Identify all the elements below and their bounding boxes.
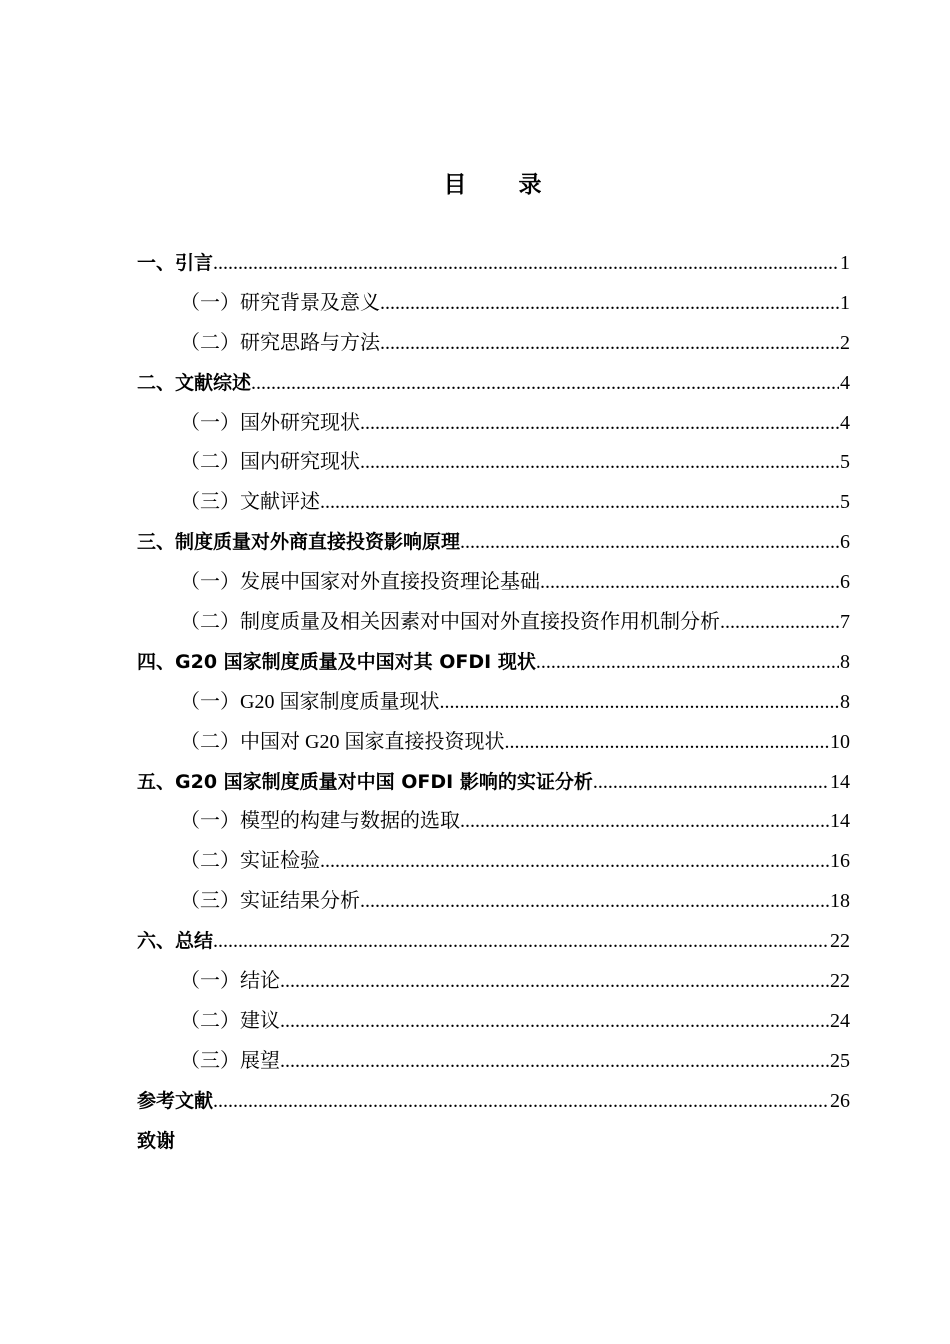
toc-dot-leader <box>593 763 829 803</box>
toc-page-number: 26 <box>830 1089 850 1112</box>
toc-entry-section <box>137 962 850 1002</box>
toc-page-number: 2 <box>840 331 850 354</box>
toc-entry-label: （一）模型的构建与数据的选取 <box>180 810 460 833</box>
toc-entry-label: （一）发展中国家对外直接投资理论基础 <box>180 571 540 594</box>
toc-entry-label: （二）建议 <box>180 1009 280 1032</box>
toc-page-number: 8 <box>840 650 850 673</box>
toc-entry-section <box>137 563 850 603</box>
toc-dot-leader <box>504 723 829 763</box>
toc-entry-section <box>137 483 850 523</box>
toc-page-number: 1 <box>840 252 850 274</box>
toc-dot-leader <box>439 683 839 723</box>
toc-entry-section <box>137 802 850 842</box>
toc-dot-leader <box>213 922 829 962</box>
toc-page-number: 8 <box>840 690 850 713</box>
toc-entry-label: 五、G20 国家制度质量对中国 OFDI 影响的实证分析 <box>137 770 593 793</box>
toc-entry-label: 六、总结 <box>137 930 214 953</box>
toc-list <box>137 244 850 1161</box>
toc-dot-leader <box>280 1002 829 1042</box>
toc-entry-label: 四、G20 国家制度质量及中国对其 OFDI 现状 <box>137 650 536 673</box>
toc-dot-leader <box>540 563 839 603</box>
toc-page-number: 5 <box>840 491 850 514</box>
toc-entry-label: 一、引言 <box>137 252 214 274</box>
toc-page-number: 7 <box>840 611 850 634</box>
toc-entry-label: （三）实证结果分析 <box>180 890 360 913</box>
toc-dot-leader <box>213 1082 829 1122</box>
toc-dot-leader <box>280 962 829 1002</box>
toc-dot-leader <box>251 364 839 404</box>
toc-entry-section <box>137 723 850 763</box>
toc-entry-section <box>137 1002 850 1042</box>
toc-entry-chapter <box>137 244 850 284</box>
toc-dot-leader <box>720 603 839 643</box>
toc-entry-label: （一）国外研究现状 <box>180 411 360 434</box>
toc-entry-label: 三、制度质量对外商直接投资影响原理 <box>137 531 461 554</box>
toc-entry-label: （三）展望 <box>180 1049 280 1072</box>
toc-entry-label: （一）结论 <box>180 970 280 993</box>
toc-entry-section <box>137 882 850 922</box>
toc-entry-label: 致谢 <box>137 1129 176 1152</box>
toc-entry-chapter <box>137 922 850 962</box>
toc-entry-section <box>137 404 850 444</box>
toc-dot-leader <box>320 483 839 523</box>
toc-entry-label: （二）制度质量及相关因素对中国对外直接投资作用机制分析 <box>180 611 720 634</box>
toc-dot-leader <box>360 882 829 922</box>
toc-page-number: 6 <box>840 531 850 554</box>
toc-entry-label: （二）国内研究现状 <box>180 451 360 474</box>
toc-page-number: 24 <box>830 1009 850 1032</box>
toc-page-number: 6 <box>840 571 850 594</box>
toc-dot-leader <box>380 284 839 324</box>
toc-entry-chapter <box>137 763 850 803</box>
toc-page-number: 14 <box>830 770 850 793</box>
toc-entry-label: （二）实证检验 <box>180 850 320 873</box>
toc-title: 目 录 <box>443 172 544 198</box>
toc-dot-leader <box>213 244 839 284</box>
toc-page-number: 14 <box>830 810 850 833</box>
toc-entry-label: （二）中国对 G20 国家直接投资现状 <box>180 730 505 753</box>
toc-entry-label: 二、文献综述 <box>137 371 252 394</box>
toc-page-number: 1 <box>840 291 850 314</box>
toc-dot-leader <box>360 404 839 444</box>
toc-dot-leader <box>360 443 839 483</box>
toc-page-number: 10 <box>830 730 850 753</box>
toc-dot-leader <box>320 842 829 882</box>
toc-entry-section <box>137 443 850 483</box>
toc-dot-leader <box>536 643 839 683</box>
toc-entry-label: （二）研究思路与方法 <box>180 331 380 354</box>
toc-entry-section <box>137 842 850 882</box>
toc-dot-leader <box>380 324 839 364</box>
toc-dot-leader <box>460 802 829 842</box>
toc-page-number: 16 <box>830 850 850 873</box>
toc-entry-chapter <box>137 523 850 563</box>
toc-entry-references <box>137 1082 850 1122</box>
toc-entry-section <box>137 1042 850 1082</box>
toc-page-number: 22 <box>830 970 850 993</box>
toc-entry-label: 参考文献 <box>137 1089 214 1112</box>
toc-entry-section <box>137 603 850 643</box>
toc-page-number: 22 <box>830 930 850 953</box>
toc-page-number: 5 <box>840 451 850 474</box>
toc-page-number: 25 <box>830 1049 850 1072</box>
toc-entry-label: （一）G20 国家制度质量现状 <box>180 690 440 713</box>
toc-entry-section <box>137 683 850 723</box>
toc-entry-chapter <box>137 643 850 683</box>
toc-entry-label: （一）研究背景及意义 <box>180 291 380 314</box>
toc-page-number: 18 <box>830 890 850 913</box>
toc-entry-section <box>137 324 850 364</box>
toc-entry-acknowledgements <box>137 1122 850 1162</box>
toc-dot-leader <box>280 1042 829 1082</box>
toc-dot-leader <box>460 523 839 563</box>
toc-entry-section <box>137 284 850 324</box>
toc-entry-label: （三）文献评述 <box>180 491 320 514</box>
toc-entry-chapter <box>137 364 850 404</box>
toc-page-number: 4 <box>840 411 850 434</box>
toc-page-number: 4 <box>840 371 850 394</box>
